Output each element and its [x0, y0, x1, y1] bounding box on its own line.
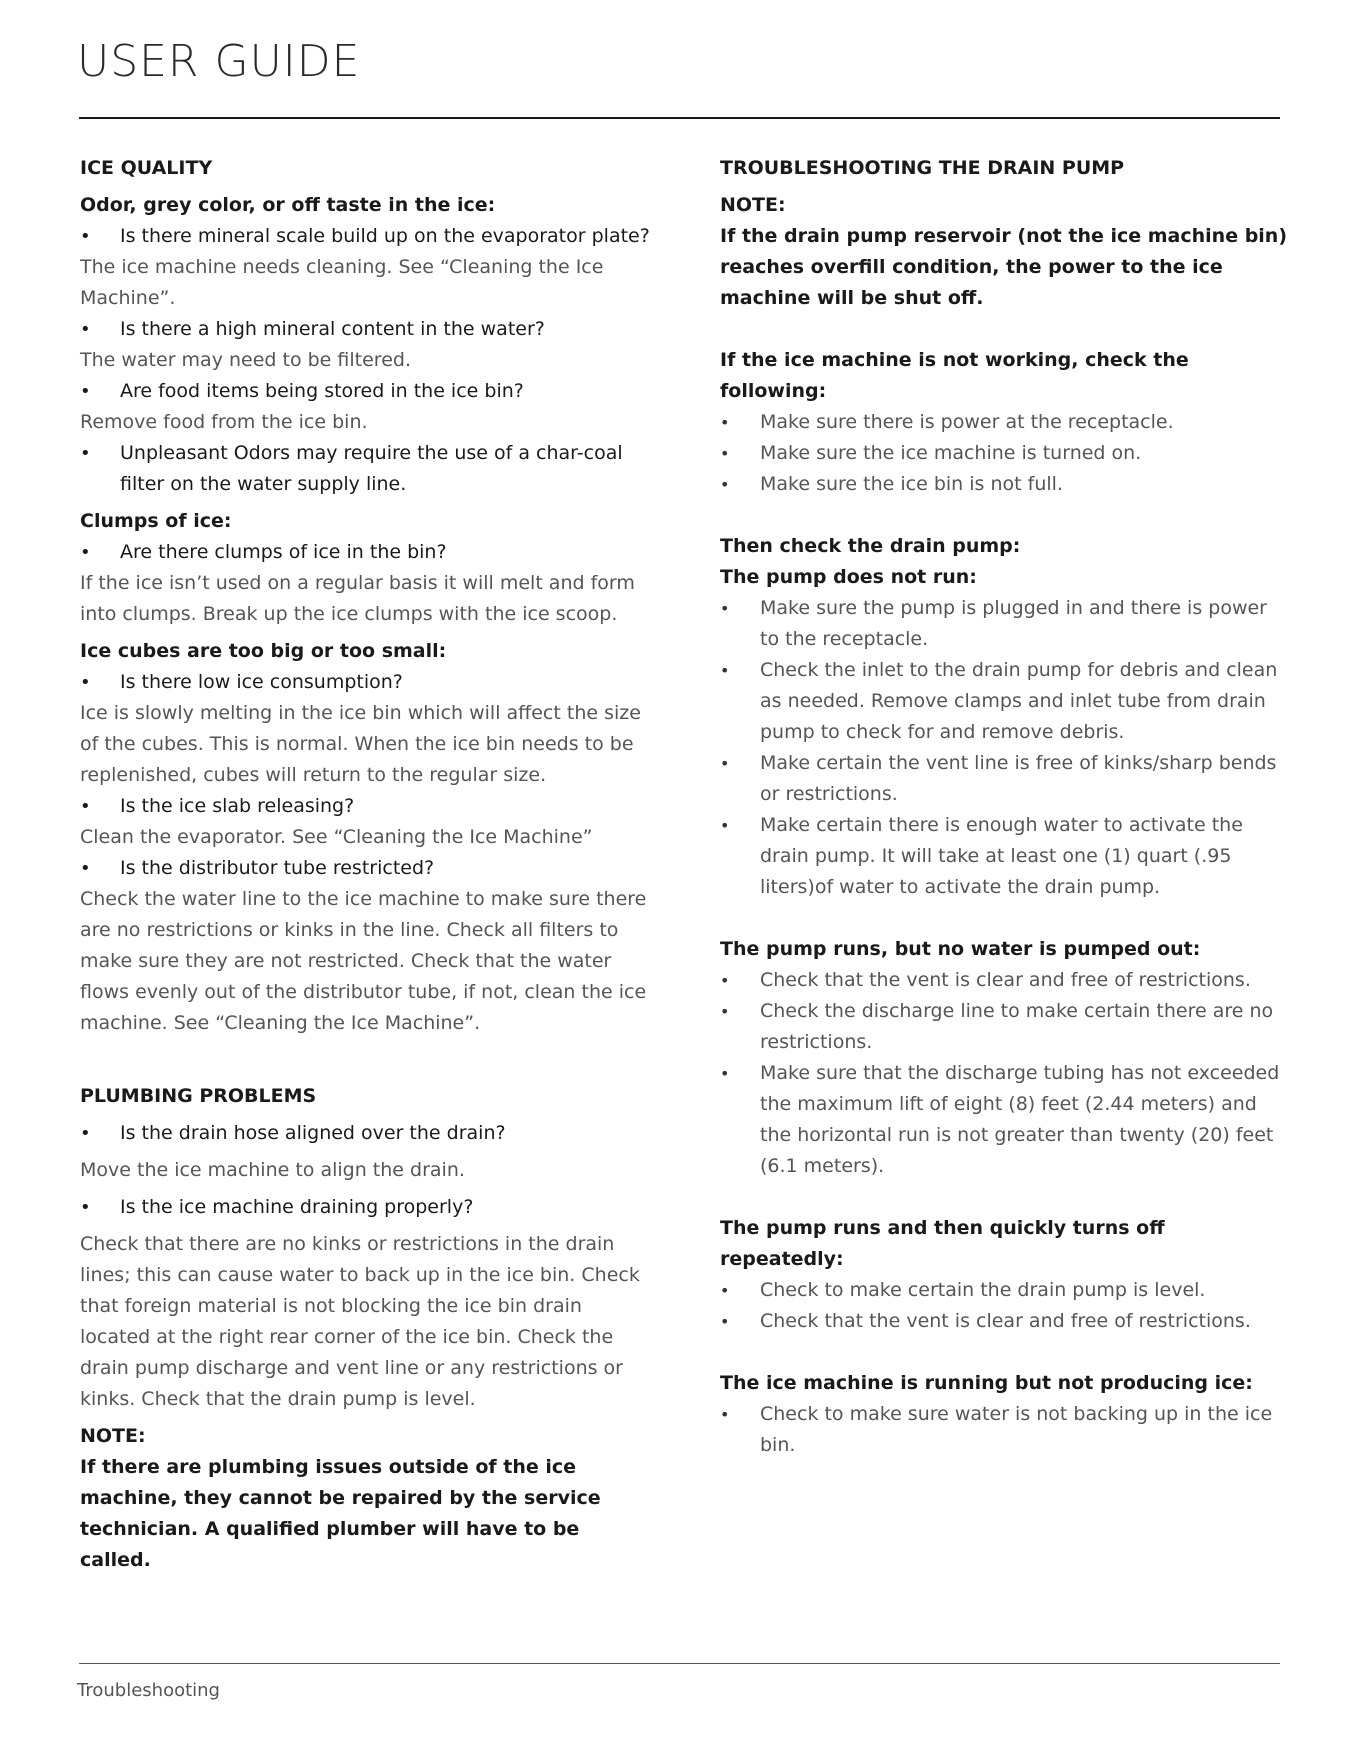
- list-item: • Check the inlet to the drain pump for debris and clean as needed. Remove clamps and inlet tube from drain pump to check for and remove debris.: [720, 655, 1290, 748]
- list-item: • Make sure the ice machine is turned on.: [720, 438, 1290, 469]
- list-item: • Make sure there is power at the receptacle.: [720, 407, 1290, 438]
- question-item: • Are food items being stored in the ice bin?: [80, 376, 650, 407]
- subheading-odor: Odor, grey color, or off taste in the ice:: [80, 194, 496, 216]
- answer-text: Remove food from the ice bin.: [80, 411, 368, 433]
- right-column: [720, 153, 1290, 1461]
- answer-text: The water may need to be filtered.: [80, 349, 411, 371]
- list-item: • Check that the vent is clear and free of restrictions.: [720, 965, 1290, 996]
- answer-text: Check that there are no kinks or restrictions in the drain lines; this can cause water to back up in the ice bin. Check that foreign material is not blocking the ice bin drain located at the right rear corner of the ice bin. Check the drain pump discharge and vent line or any restrictions or kinks. Check that the drain pump is level.: [80, 1233, 640, 1410]
- question-item: • Is there low ice consumption?: [80, 667, 650, 698]
- page-header: [77, 36, 1280, 88]
- page-title: USER GUIDE: [77, 36, 361, 87]
- question-item: • Unpleasant Odors may require the use of a char-coal filter on the water supply line.: [80, 438, 650, 500]
- answer-text: Ice is slowly melting in the ice bin which will affect the size of the cubes. This is normal. When the ice bin needs to be replenished, cubes will return to the regular size.: [80, 702, 641, 786]
- list-item: • Check to make certain the drain pump is level.: [720, 1275, 1290, 1306]
- question-item: • Are there clumps of ice in the bin?: [80, 537, 650, 568]
- subheading-not-working: If the ice machine is not working, check the following:: [720, 349, 1189, 402]
- subheading-no-water: The pump runs, but no water is pumped out:: [720, 938, 1201, 960]
- section-heading-plumbing: PLUMBING PROBLEMS: [80, 1085, 317, 1107]
- list-item: • Check to make sure water is not backing up in the ice bin.: [720, 1399, 1290, 1461]
- answer-text: If the ice isn’t used on a regular basis it will melt and form into clumps. Break up the ice clumps with the ice scoop.: [80, 572, 635, 625]
- subheading-clumps: Clumps of ice:: [80, 510, 232, 532]
- list-item: • Make sure that the discharge tubing has not exceeded the maximum lift of eight (8) feet (2.44 meters) and the horizontal run is not greater than twenty (20) feet (6.1 meters).: [720, 1058, 1290, 1182]
- answer-text: Check the water line to the ice machine to make sure there are no restrictions or kinks in the line. Check all filters to make sure they are not restricted. Check that the water flows evenly out of the distributor tube, if not, clean the ice machine. See “Cleaning the Ice Machine”.: [80, 888, 647, 1034]
- question-item: • Is the drain hose aligned over the drain?: [80, 1118, 650, 1149]
- note-text: If there are plumbing issues outside of the ice machine, they cannot be repaired by the service technician. A qualified plumber will have to be called.: [80, 1456, 601, 1571]
- header-divider: [79, 117, 1280, 119]
- left-column: [80, 153, 650, 1576]
- footer-section-label: Troubleshooting: [77, 1680, 220, 1701]
- question-item: • Is there mineral scale build up on the evaporator plate?: [80, 221, 650, 252]
- list-item: • Check that the vent is clear and free of restrictions.: [720, 1306, 1290, 1337]
- question-item: • Is the ice machine draining properly?: [80, 1192, 650, 1223]
- note-label: NOTE:: [720, 194, 786, 216]
- question-item: • Is the ice slab releasing?: [80, 791, 650, 822]
- section-heading-drain-pump: TROUBLESHOOTING THE DRAIN PUMP: [720, 157, 1125, 179]
- answer-text: Move the ice machine to align the drain.: [80, 1159, 465, 1181]
- list-item: • Make certain the vent line is free of kinks/sharp bends or restrictions.: [720, 748, 1290, 810]
- section-heading-ice-quality: ICE QUALITY: [80, 157, 213, 179]
- subheading-turns-off: The pump runs and then quickly turns off repeatedly:: [720, 1217, 1165, 1270]
- question-item: • Is the distributor tube restricted?: [80, 853, 650, 884]
- note-label: NOTE:: [80, 1425, 146, 1447]
- list-item: • Make sure the pump is plugged in and there is power to the receptacle.: [720, 593, 1290, 655]
- answer-text: Clean the evaporator. See “Cleaning the Ice Machine”: [80, 826, 593, 848]
- subheading-no-ice: The ice machine is running but not producing ice:: [720, 1372, 1253, 1394]
- answer-text: The ice machine needs cleaning. See “Cleaning the Ice Machine”.: [80, 256, 604, 309]
- list-item: • Make sure the ice bin is not full.: [720, 469, 1290, 500]
- list-item: • Make certain there is enough water to activate the drain pump. It will take at least one (1) quart (.95 liters)of water to activate the drain pump.: [720, 810, 1290, 903]
- subheading-cube-size: Ice cubes are too big or too small:: [80, 640, 447, 662]
- note-text: If the drain pump reservoir (not the ice machine bin) reaches overfill condition, the power to the ice machine will be shut off.: [720, 225, 1288, 309]
- subheading-pump-not-run: The pump does not run:: [720, 566, 977, 588]
- footer-divider: [79, 1663, 1280, 1664]
- subheading-check-pump: Then check the drain pump:: [720, 535, 1021, 557]
- list-item: • Check the discharge line to make certain there are no restrictions.: [720, 996, 1290, 1058]
- question-item: • Is there a high mineral content in the water?: [80, 314, 650, 345]
